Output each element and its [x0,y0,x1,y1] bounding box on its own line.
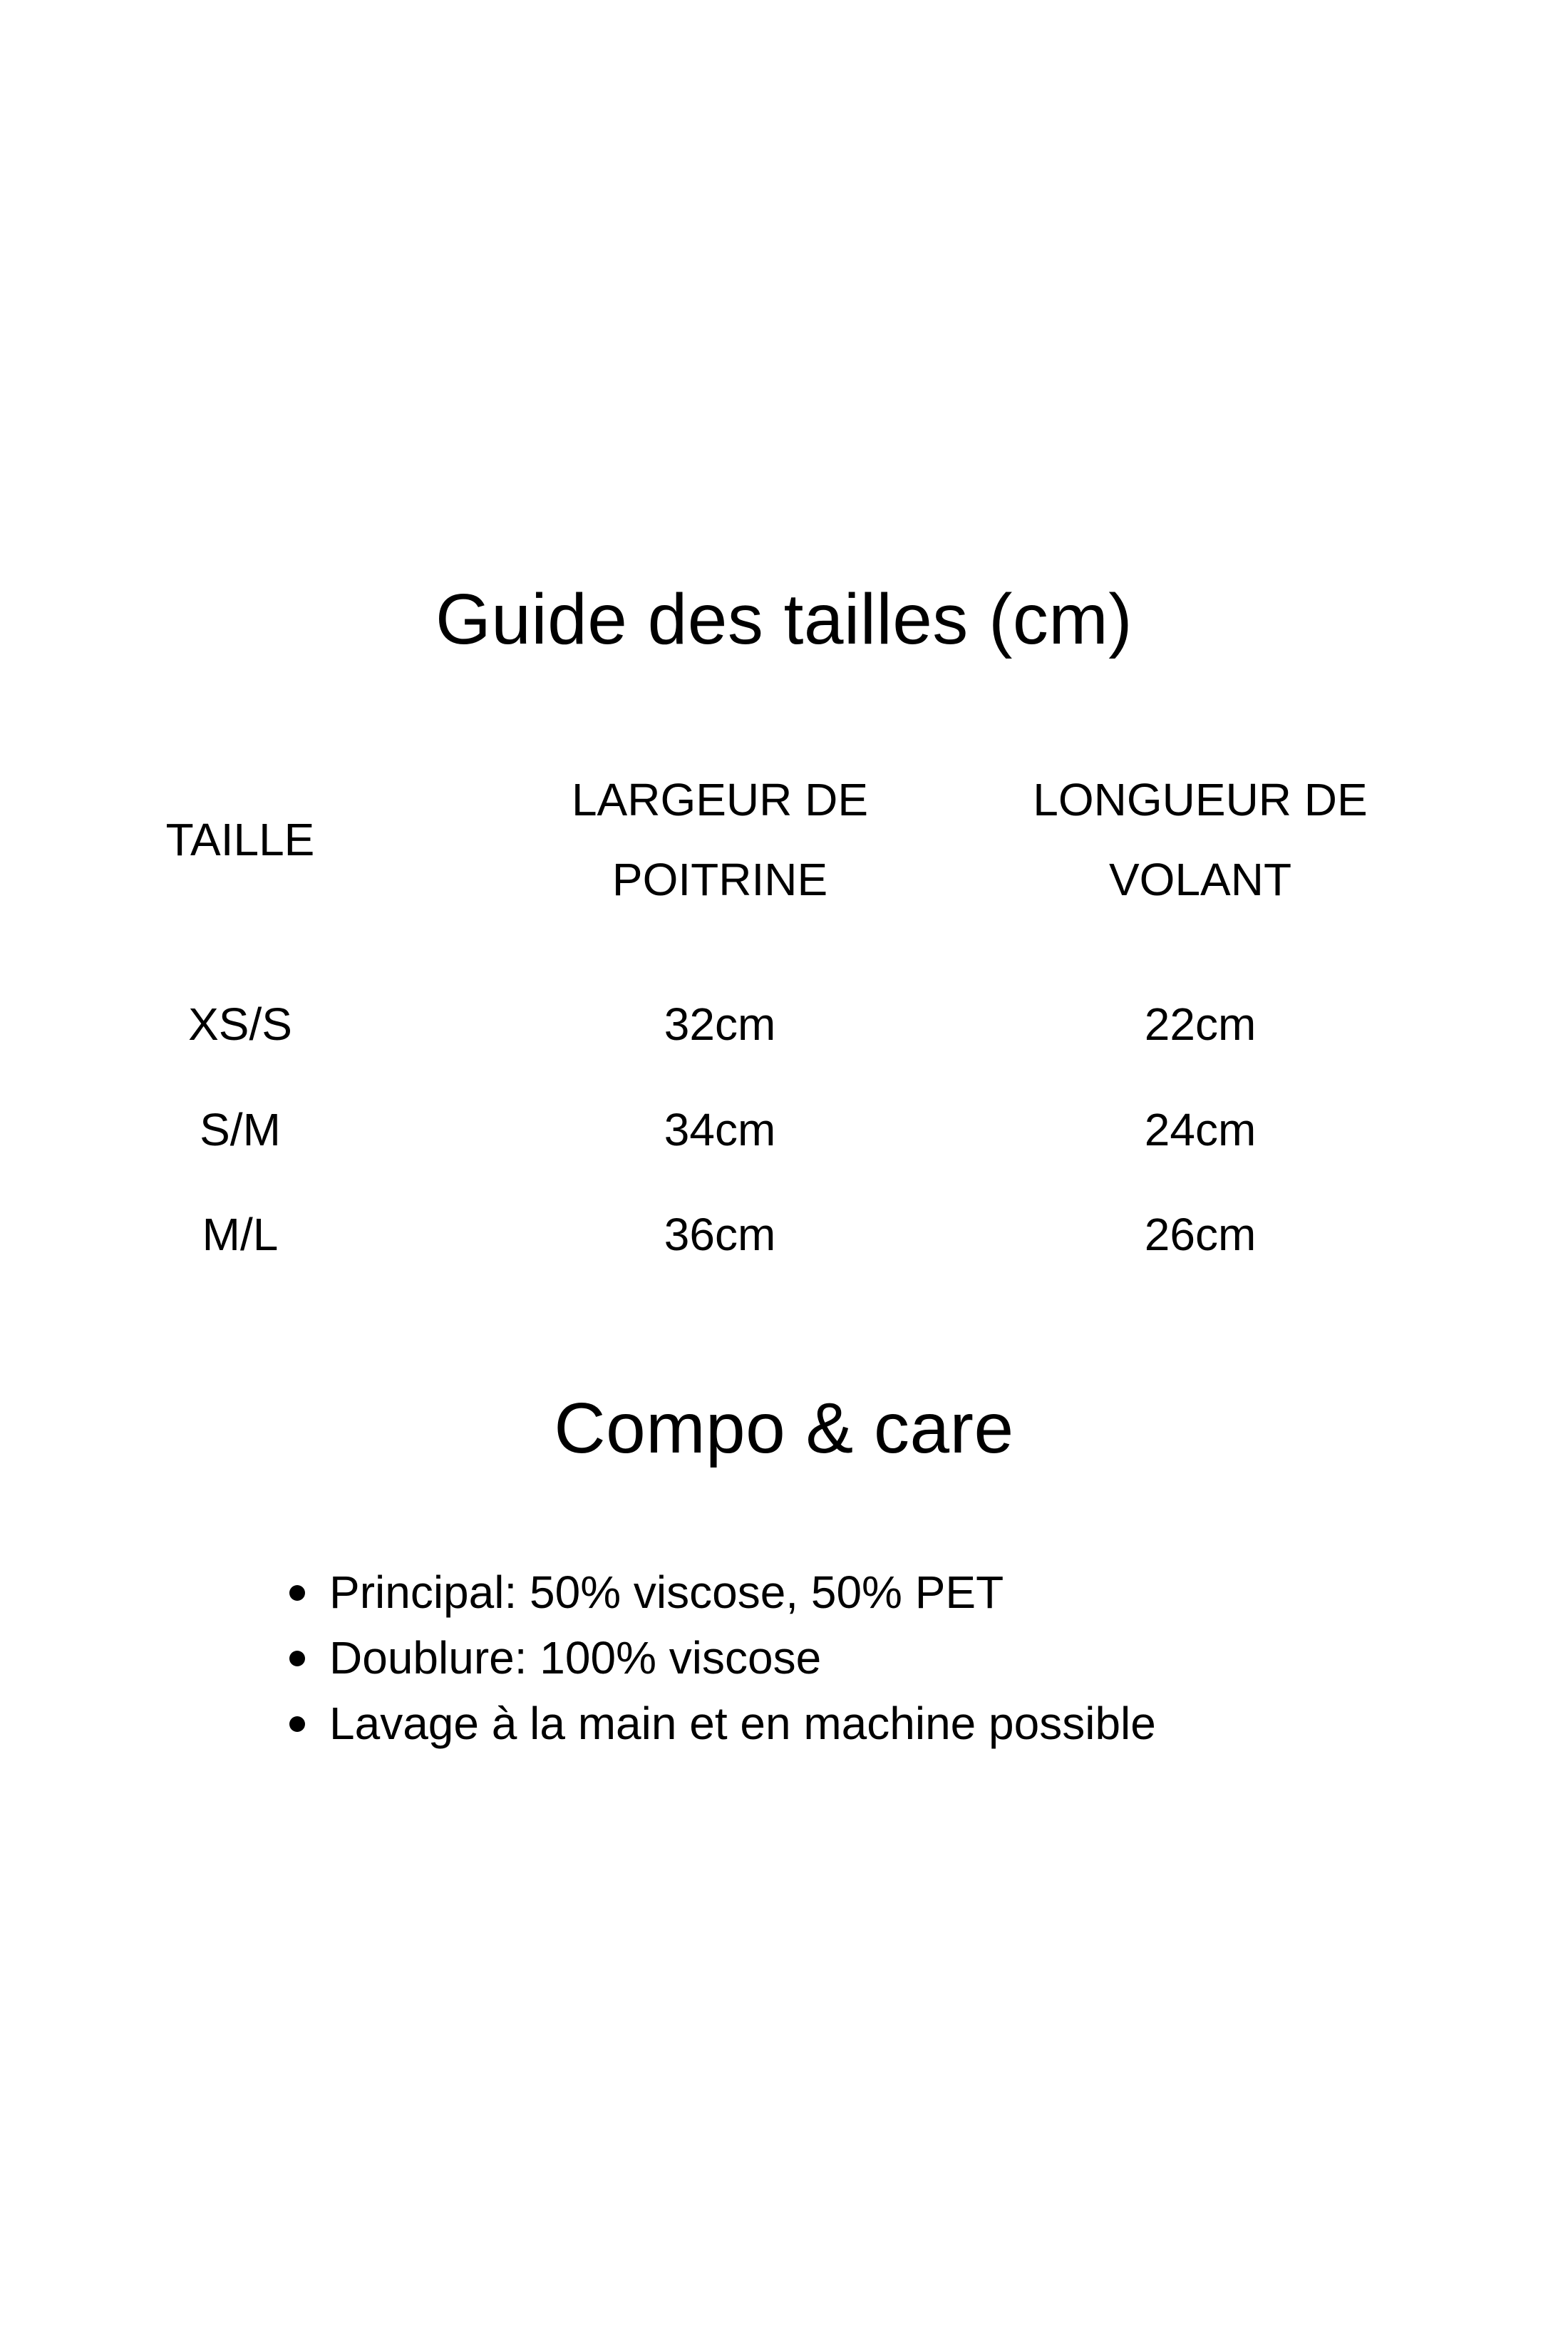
column-header-line1: LARGEUR DE [571,774,869,825]
bullet-icon [289,1651,305,1666]
bullet-icon [289,1585,305,1601]
bullet-icon [289,1716,305,1732]
list-item-text: Lavage à la main et en machine possible [329,1698,1156,1749]
list-item-text: Principal: 50% viscose, 50% PET [329,1567,1004,1618]
cell-size: XS/S [188,999,292,1050]
size-guide-title: Guide des tailles (cm) [435,579,1133,659]
compo-care-title: Compo & care [554,1388,1014,1468]
column-header-line2: VOLANT [1108,854,1292,905]
cell-ruffle-length: 22cm [1144,999,1257,1050]
list-item [285,1625,1156,1691]
list-item-text: Doublure: 100% viscose [329,1632,822,1683]
cell-size: S/M [200,1104,281,1155]
cell-ruffle-length: 24cm [1144,1104,1257,1155]
column-header-line1: LONGUEUR DE [1033,774,1368,825]
care-list [285,1559,1156,1756]
cell-chest-width: 32cm [664,999,776,1050]
list-item [285,1559,1156,1625]
column-header-ruffle-length [951,760,1450,919]
list-item [285,1691,1156,1756]
column-header-line2: POITRINE [612,854,828,905]
cell-size: M/L [202,1209,279,1260]
cell-chest-width: 34cm [664,1104,776,1155]
column-header-chest-width [470,760,969,919]
column-header-size: TAILLE [165,814,315,865]
cell-ruffle-length: 26cm [1144,1209,1257,1260]
cell-chest-width: 36cm [664,1209,776,1260]
